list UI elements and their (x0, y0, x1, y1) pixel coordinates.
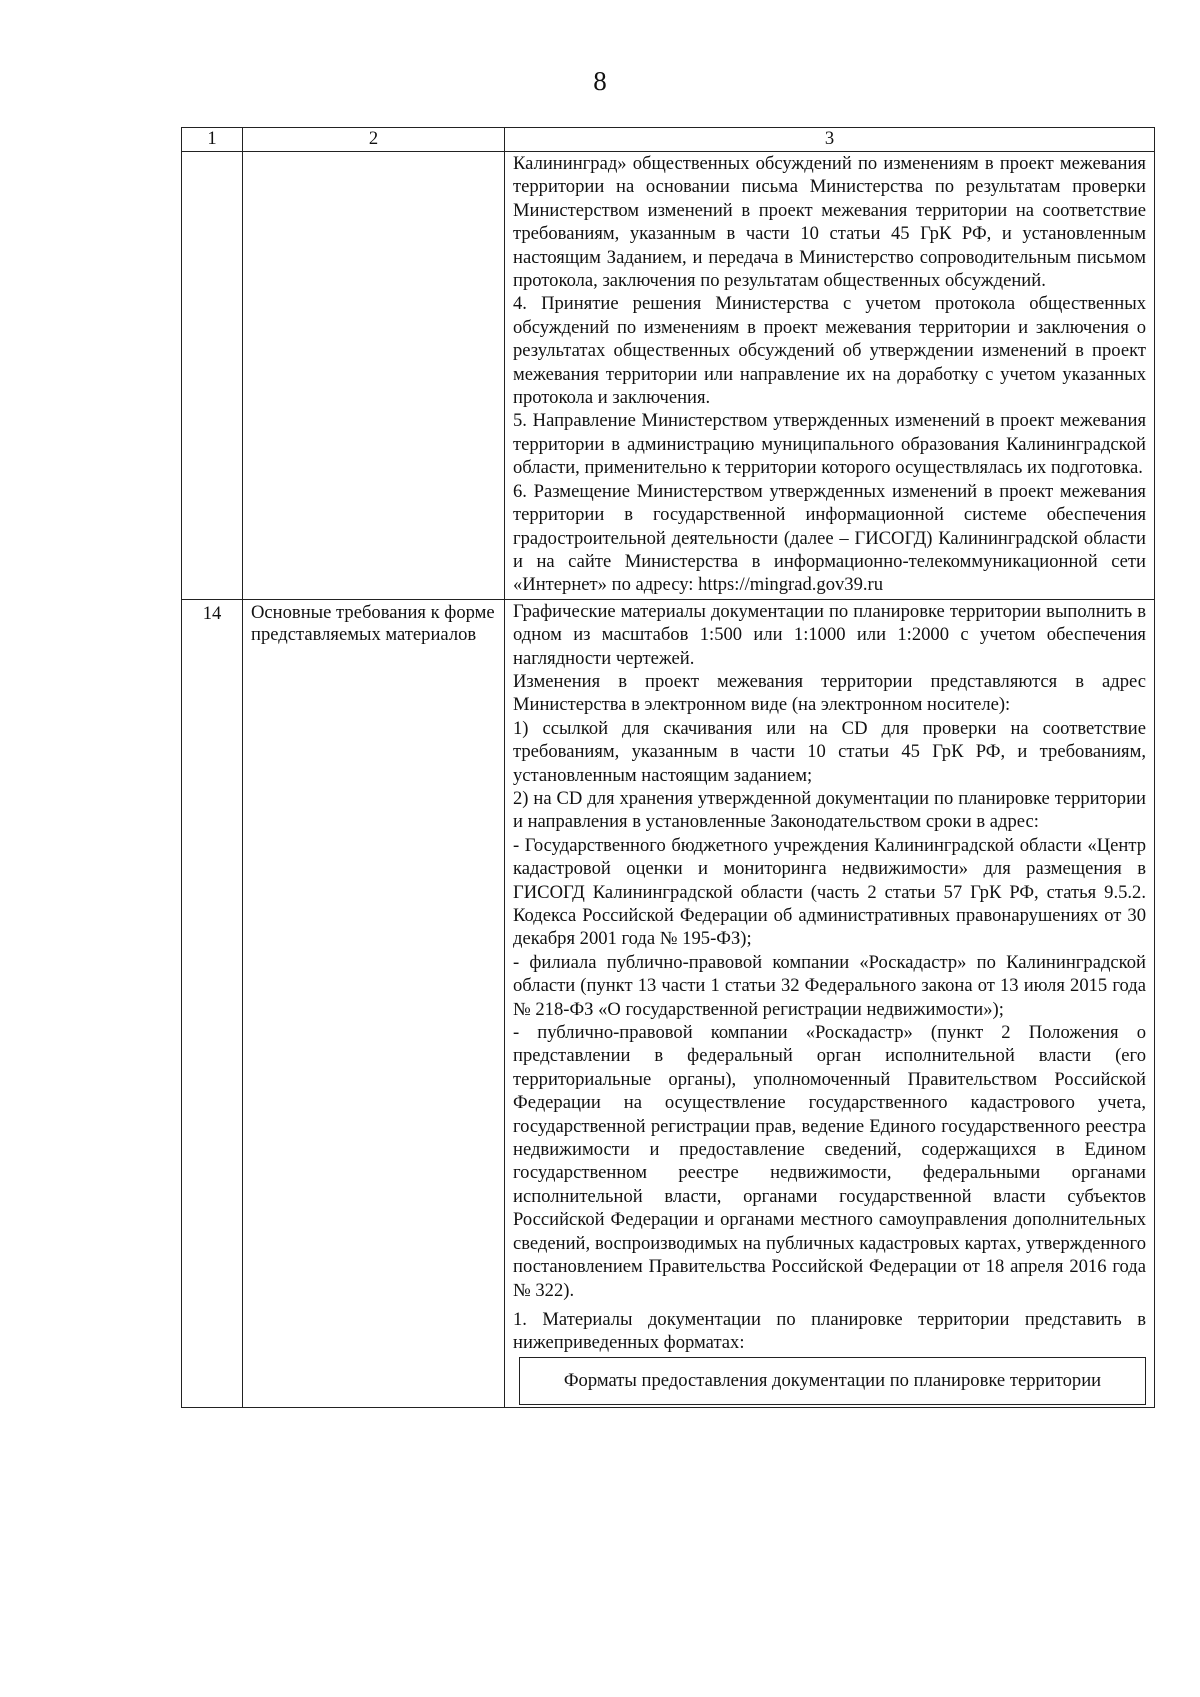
paragraph: Графические материалы документации по планировке территории выполнить в одном из масштабов 1:500 или 1:1000 или 1:2000 с учетом обеспечения наглядности чертежей. (513, 600, 1146, 669)
row-content-cell (505, 599, 1155, 1407)
row-label-cell (243, 152, 505, 600)
header-cell-1: 1 (182, 128, 243, 152)
paragraph: 5. Направление Министерством утвержденных изменений в проект межевания территории в администрацию муниципального образования Калининградской области, применительно к территории которого осуществлялась их подготовка. (513, 410, 1146, 479)
row-number-cell: 14 (182, 599, 243, 1407)
page-number: 8 (593, 66, 607, 96)
row-label-cell: Основные требования к форме представляемых материалов (243, 599, 505, 1407)
paragraph: - Государственного бюджетного учреждения Калининградской области «Центр кадастровой оценки и мониторинга недвижимости» для размещения в ГИСОГД Калининградской области (часть 2 статьи 57 ГрК РФ, статья 9.5.2. Кодекса Российской Федерации об административных правонарушениях от 30 декабря 2001 года № 195-ФЗ); (513, 834, 1146, 950)
table-row-continued (182, 152, 1155, 600)
paragraph: 1) ссылкой для скачивания или на CD для проверки на соответствие требованиям, указанным в части 10 статьи 45 ГрК РФ, и требованиям, установленным настоящим заданием; (513, 717, 1146, 786)
paragraph: - филиала публично-правовой компании «Роскадастр» по Калининградской области (пункт 13 части 1 статьи 32 Федерального закона от 13 июля 2015 года № 218-ФЗ «О государственной регистрации недвижимости»); (513, 951, 1146, 1020)
paragraph: Изменения в проект межевания территории представляются в адрес Министерства в электронном виде (на электронном носителе): (513, 670, 1146, 716)
header-cell-2: 2 (243, 128, 505, 152)
inner-table-title: Форматы предоставления документации по планировке территории (519, 1357, 1146, 1405)
paragraph: 2) на CD для хранения утвержденной документации по планировке территории и направления в установленные Законодательством сроки в адрес: (513, 787, 1146, 833)
paragraph: - публично-правовой компании «Роскадастр» (пункт 2 Положения о представлении в федеральный орган исполнительной власти (его территориальные органы), уполномоченный Правительством Российской Федерации на осуществление государственного кадастрового учета, государственной регистрации прав, ведение Единого государственного реестра недвижимости и предоставление сведений, содержащихся в Едином государственном реестре недвижимости, федеральными органами исполнительной власти, органами государственной власти субъектов Российской Федерации и органами местного самоуправления дополнительных сведений, воспроизводимых на публичных кадастровых картах, утвержденного постановлением Правительства Российской Федерации от 18 апреля 2016 года № 322). (513, 1022, 1146, 1301)
header-cell-3: 3 (505, 128, 1155, 152)
requirements-table (181, 127, 1155, 1408)
paragraph: Калининград» общественных обсуждений по изменениям в проект межевания территории на основании письма Министерства по результатам проверки Министерством изменений в проект межевания территории на соответствие требованиям, указанным в части 10 статьи 45 ГрК РФ, и установленным настоящим Заданием, и передача в Министерство сопроводительным письмом протокола, заключения по результатам общественных обсуждений. (513, 153, 1146, 292)
table-row-14 (182, 599, 1155, 1407)
paragraph: 1. Материалы документации по планировке территории представить в нижеприведенных форматах: (513, 1308, 1146, 1354)
table-header-row (182, 128, 1155, 152)
row-number-cell (182, 152, 243, 600)
paragraph: 4. Принятие решения Министерства с учетом протокола общественных обсуждений по изменениям в проект межевания территории и заключения о результатах общественных обсуждений об утверждении изменений в проект межевания территории или направление их на доработку с учетом указанных протокола и заключения. (513, 293, 1146, 409)
paragraph: 6. Размещение Министерством утвержденных изменений в проект межевания территории в государственной информационной системе обеспечения градостроительной деятельности (далее – ГИСОГД) Калининградской области и на сайте Министерства в информационно-телекоммуникационной сети «Интернет» по адресу: https://mingrad.gov39.ru (513, 480, 1146, 596)
row-content-cell (505, 152, 1155, 600)
